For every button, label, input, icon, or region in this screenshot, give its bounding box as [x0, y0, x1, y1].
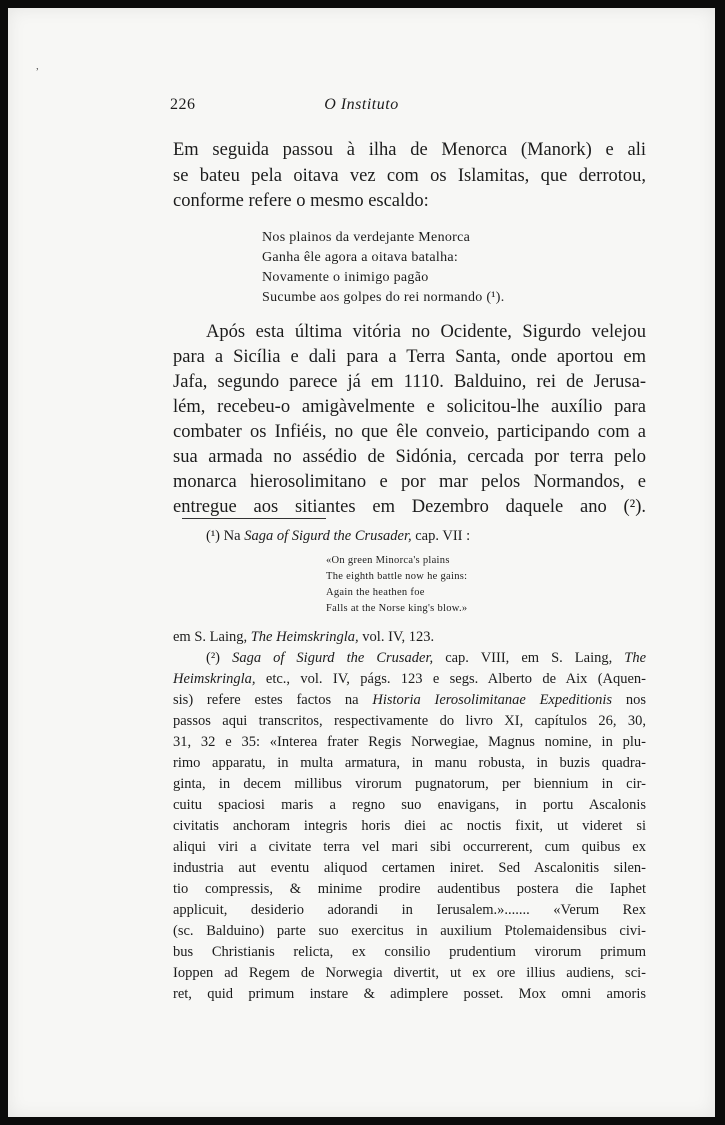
para2-line: lém, recebeu-o amigàvelmente e solicitou-lhe auxílio para [173, 397, 646, 417]
footnote-poem-line: Falls at the Norse king's blow.» [326, 603, 468, 614]
footnote2-line: ginta, in decem millibus virorum pugnatorum, per biennium in cir- [173, 776, 646, 792]
footnote-poem-line: Again the heathen foe [326, 587, 425, 598]
para2-line: combater os Infiéis, no que êle conveio, participando com a [173, 422, 646, 442]
footnote2-line: ret, quid primum instare & adimplere posset. Mox omni amoris [173, 986, 646, 1002]
work-title: Saga of Sigurd the Crusader, [232, 650, 434, 666]
footnote1-source [173, 629, 434, 646]
footnote2-line: Ioppen ad Regem de Norwegia divertit, ut ex ore illius audiens, sci- [173, 965, 646, 981]
poem-line: Novamente o inimigo pagão [262, 270, 429, 285]
footnote2-line: passos aqui transcritos, respectivamente do livro XI, capítulos 26, 30, [173, 713, 646, 729]
footnote-text: Na [223, 528, 241, 544]
footnote-marker: (¹) [206, 528, 221, 544]
para2-line: para a Sicília e dali para a Terra Santa, onde aportou em [173, 347, 646, 367]
para2-line: Jafa, segundo parece já em 1110. Balduino, rei de Jerusa- [173, 372, 646, 392]
poem-line: Nos plainos da verdejante Menorca [262, 230, 471, 245]
para2-line: monarca hierosolimitano e por mar pelos Normandos, e [173, 472, 646, 492]
work-title: The [624, 650, 647, 666]
para2-line: Após esta última vitória no Ocidente, Sigurdo velejou [206, 322, 646, 342]
footnote-text: em S. Laing, [173, 629, 248, 645]
book-page [8, 8, 715, 1117]
work-title: The Heimskringla, [250, 629, 359, 645]
work-title: Historia Ierosolimitanae Expeditionis [372, 692, 613, 708]
footnote2-line: 31, 32 e 35: «Interea frater Regis Norwegiae, Magnus nomine, in plu- [173, 734, 646, 750]
footnote2-line: industria aut eventu aliquod certamen iniret. Sed Ascalonitis silen- [173, 860, 646, 876]
footnote-poem-line: «On green Minorca's plains [326, 555, 450, 566]
footnote2-line [173, 692, 646, 709]
page-number: 226 [170, 96, 196, 113]
footnote2-line: cuitu spaciosi maris a regno suo enavigans, in portu Ascalonis [173, 797, 646, 813]
para2-line: sua armada no assédio de Sidónia, cercada por terra pelo [173, 447, 646, 467]
footnote-rule [182, 518, 326, 519]
footnote-text: cap. VIII, em S. Laing, [445, 650, 613, 666]
footnote2-line [206, 650, 646, 667]
footnote2-line: tio compressis, & minime prodire audentibus postera die Iaphet [173, 881, 646, 897]
footnote2-line: civitatis anchoram integris horis diei ac noctis fixit, ut videret si [173, 818, 646, 834]
footnote-text: sis) refere estes factos na [173, 692, 359, 708]
work-title: Saga of Sigurd the Crusader, [244, 528, 412, 544]
footnote2-line: rimo apparatu, in multa armatura, in manu robusta, in buzis quadra- [173, 755, 646, 771]
footnote2-line: applicuit, desiderio adorandi in Ierusalem.»....... «Verum Rex [173, 902, 646, 918]
footnote2-line: bus Christianis relicta, ex consilio prudentium virorum primum [173, 944, 646, 960]
footnote-text: nos [625, 692, 647, 708]
para1-line: conforme refere o mesmo escaldo: [173, 191, 429, 211]
poem-line: Sucumbe aos golpes do rei normando (¹). [262, 290, 505, 305]
para2-line: entregue aos sitiantes em Dezembro daquele ano (²). [173, 497, 646, 517]
para1-line: se bateu pela oitava vez com os Islamitas, que derrotou, [173, 166, 646, 186]
para1-line: Em seguida passou à ilha de Menorca (Manork) e ali [173, 140, 646, 160]
scan-speck: , [36, 60, 39, 72]
footnote1-header [206, 528, 470, 545]
poem-line: Ganha êle agora a oitava batalha: [262, 250, 459, 265]
footnote-text: vol. IV, 123. [362, 629, 435, 645]
footnote2-line [173, 671, 646, 688]
work-title: Heimskringla, [173, 671, 256, 687]
footnote2-line: (sc. Balduino) parte suo exercitus in auxilium Ptolemaidensibus civi- [173, 923, 646, 939]
running-title: O Instituto [324, 96, 399, 113]
footnote-marker: (²) [206, 650, 221, 666]
footnote2-line: aliqui viri a civitate terra vel mari sibi occurrerent, cum quibus ex [173, 839, 646, 855]
footnote-text: etc., vol. IV, págs. 123 e segs. Alberto de Aix (Aquen- [265, 671, 647, 687]
footnote-poem-line: The eighth battle now he gains: [326, 571, 468, 582]
footnote-text: cap. VII : [415, 528, 471, 544]
